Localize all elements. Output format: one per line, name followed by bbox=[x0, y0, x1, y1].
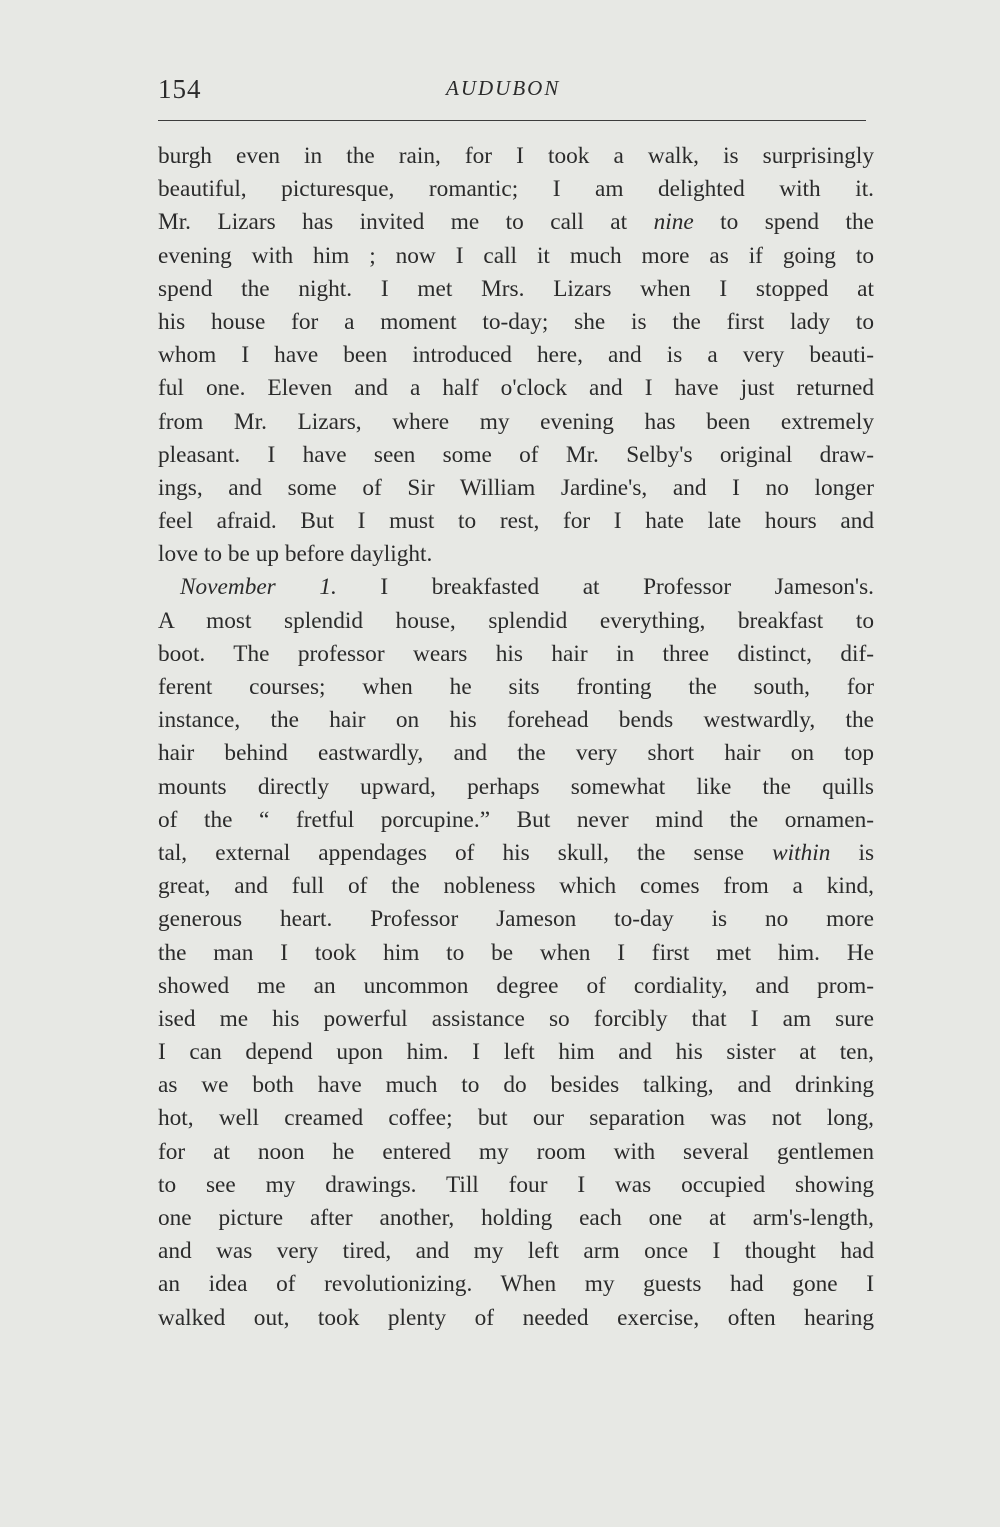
text-line: I can depend upon him. I left him and his sister at ten, bbox=[158, 1039, 874, 1066]
text-line: from Mr. Lizars, where my evening has been extremely bbox=[158, 408, 874, 435]
text-line: evening with him ; now I call it much more as if going to bbox=[158, 242, 874, 269]
text-line: generous heart. Professor Jameson to-day is no more bbox=[158, 906, 874, 933]
text-line: beautiful, picturesque, romantic; I am delighted with it. bbox=[158, 176, 874, 203]
text-line: one picture after another, holding each one at arm's-length, bbox=[158, 1205, 874, 1231]
text-line: his house for a moment to-day; she is the first lady to bbox=[158, 308, 874, 335]
text-line: of the “ fretful porcupine.” But never mind the ornamen- bbox=[158, 806, 874, 833]
text-line: A most splendid house, splendid everything, breakfast to bbox=[158, 607, 874, 634]
text-line: ful one. Eleven and a half o'clock and I have just returned bbox=[158, 375, 874, 402]
text-line: to see my drawings. Till four I was occupied showing bbox=[158, 1171, 874, 1198]
running-head: AUDUBON bbox=[446, 76, 561, 100]
text-line: and was very tired, and my left arm once I thought had bbox=[158, 1238, 874, 1265]
text-line bbox=[158, 206, 874, 239]
text-line: instance, the hair on his forehead bends westwardly, the bbox=[158, 707, 874, 734]
page-number: 154 bbox=[158, 74, 202, 104]
text-line bbox=[158, 837, 874, 870]
text-line: showed me an uncommon degree of cordiality, and prom- bbox=[158, 972, 874, 999]
header-rule bbox=[158, 120, 866, 121]
text-segment: tal, external appendages of his skull, the sense bbox=[158, 839, 745, 866]
text-line: for at noon he entered my room with several gentlemen bbox=[158, 1138, 874, 1165]
text-line: the man I took him to be when I first met him. He bbox=[158, 939, 874, 966]
emphasis-nine: nine bbox=[653, 209, 694, 236]
text-segment: Mr. Lizars has invited me to call at bbox=[158, 209, 628, 236]
text-line: pleasant. I have seen some of Mr. Selby's original draw- bbox=[158, 441, 874, 468]
text-segment: is bbox=[858, 839, 875, 866]
text-line: mounts directly upward, perhaps somewhat like the quills bbox=[158, 773, 874, 800]
text-line: walked out, took plenty of needed exercise, often hearing bbox=[158, 1304, 874, 1331]
emphasis-within: within bbox=[772, 839, 831, 866]
text-line: hair behind eastwardly, and the very short hair on top bbox=[158, 740, 874, 767]
text-segment: to spend the bbox=[720, 209, 874, 236]
text-line: whom I have been introduced here, and is a very beauti- bbox=[158, 342, 874, 369]
body-text bbox=[158, 140, 874, 1335]
text-line: love to be up before daylight. bbox=[158, 541, 433, 568]
text-line: burgh even in the rain, for I took a walk, is surprisingly bbox=[158, 143, 874, 169]
date-heading: November 1. bbox=[180, 574, 337, 601]
text-line: hot, well creamed coffee; but our separation was not long, bbox=[158, 1105, 874, 1132]
text-line: spend the night. I met Mrs. Lizars when I stopped at bbox=[158, 275, 874, 302]
text-line: an idea of revolutionizing. When my guests had gone I bbox=[158, 1271, 874, 1298]
text-line: ised me his powerful assistance so forcibly that I am sure bbox=[158, 1005, 874, 1032]
text-line: feel afraid. But I must to rest, for I hate late hours and bbox=[158, 508, 874, 535]
text-line bbox=[158, 571, 874, 604]
text-line: great, and full of the nobleness which comes from a kind, bbox=[158, 873, 874, 900]
text-line: as we both have much to do besides talking, and drinking bbox=[158, 1072, 874, 1099]
text-segment: I breakfasted at Professor Jameson's. bbox=[380, 574, 874, 601]
page-header bbox=[158, 74, 870, 110]
text-line: ferent courses; when he sits fronting the south, for bbox=[158, 674, 874, 700]
text-line: boot. The professor wears his hair in three distinct, dif- bbox=[158, 640, 874, 667]
text-line: ings, and some of Sir William Jardine's, and I no longer bbox=[158, 474, 874, 501]
